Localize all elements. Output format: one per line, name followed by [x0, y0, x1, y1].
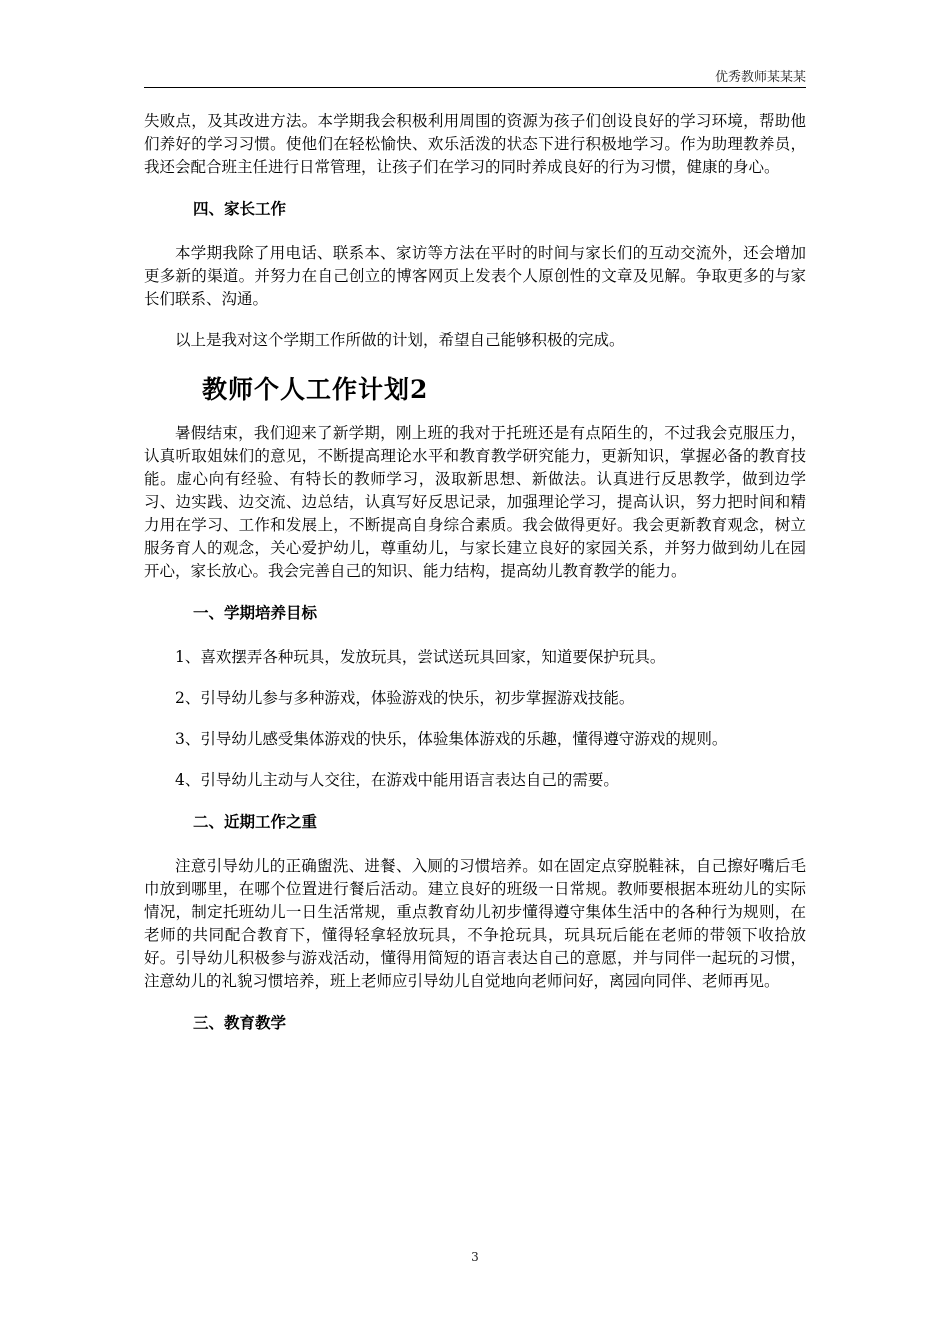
header-divider: [144, 87, 806, 88]
goal-item-1: 1、喜欢摆弄各种玩具，发放玩具，尝试送玩具回家，知道要保护玩具。: [175, 648, 666, 666]
section-heading-recent-focus: 二、近期工作之重: [193, 812, 318, 831]
goal-item-2: 2、引导幼儿参与多种游戏，体验游戏的快乐，初步掌握游戏技能。: [175, 689, 635, 707]
section-heading-semester-goals: 一、学期培养目标: [193, 603, 318, 622]
paragraph-conclusion: 以上是我对这个学期工作所做的计划，希望自己能够积极的完成。: [175, 331, 625, 349]
page-number: 3: [471, 1250, 479, 1264]
document-body: [144, 110, 806, 1056]
paragraph-continued: 失败点，及其改进方法。本学期我会积极利用周围的资源为孩子们创设良好的学习环境，帮助他们养好的学习习惯。使他们在轻松愉快、欢乐活泼的状态下进行积极地学习。作为助理教养员，我还会配合班主任进行日常管理，让孩子们在学习的同时养成良好的行为习惯，健康的身心。: [144, 112, 806, 176]
page-header-author: 优秀教师某某某: [714, 70, 806, 85]
goal-item-3: 3、引导幼儿感受集体游戏的快乐，体验集体游戏的乐趣，懂得遵守游戏的规则。: [175, 730, 728, 748]
section-heading-parent-work: 四、家长工作: [193, 199, 287, 218]
paragraph-parent-work: 本学期我除了用电话、联系本、家访等方法在平时的时间与家长们的互动交流外，还会增加更多新的渠道。并努力在自己创立的博客网页上发表个人原创性的文章及见解。争取更多的与家长们联系、沟通。: [144, 244, 806, 308]
section-heading-teaching: 三、教育教学: [193, 1013, 287, 1032]
paragraph-recent-focus: 注意引导幼儿的正确盥洗、进餐、入厕的习惯培养。如在固定点穿脱鞋袜，自己擦好嘴后毛巾放到哪里，在哪个位置进行餐后活动。建立良好的班级一日常规。教师要根据本班幼儿的实际情况，制定托班幼儿一日生活常规，重点教育幼儿初步懂得遵守集体生活中的各种行为规则，在老师的共同配合教育下，懂得轻拿轻放玩具，不争抢玩具，玩具玩后能在老师的带领下收拾放好。引导幼儿积极参与游戏活动，懂得用简短的语言表达自己的意愿，并与同伴一起玩的习惯，注意幼儿的礼貌习惯培养，班上老师应引导幼儿自觉地向老师问好，离园向同伴、老师再见。: [144, 857, 806, 990]
document-title-plan-2: 教师个人工作计划2: [202, 375, 429, 404]
paragraph-intro: 暑假结束，我们迎来了新学期，刚上班的我对于托班还是有点陌生的，不过我会克服压力，认真听取姐妹们的意见，不断提高理论水平和教育教学研究能力，更新知识，掌握必备的教育技能。虚心向有经验、有特长的教师学习，汲取新思想、新做法。认真进行反思教学，做到边学习、边实践、边交流、边总结，认真写好反思记录，加强理论学习，提高认识，努力把时间和精力用在学习、工作和发展上，不断提高自身综合素质。我会做得更好。我会更新教育观念，树立服务育人的观念，关心爱护幼儿，尊重幼儿，与家长建立良好的家园关系，并努力做到幼儿在园开心，家长放心。我会完善自己的知识、能力结构，提高幼儿教育教学的能力。: [144, 424, 806, 580]
goal-item-4: 4、引导幼儿主动与人交往，在游戏中能用语言表达自己的需要。: [175, 771, 619, 789]
